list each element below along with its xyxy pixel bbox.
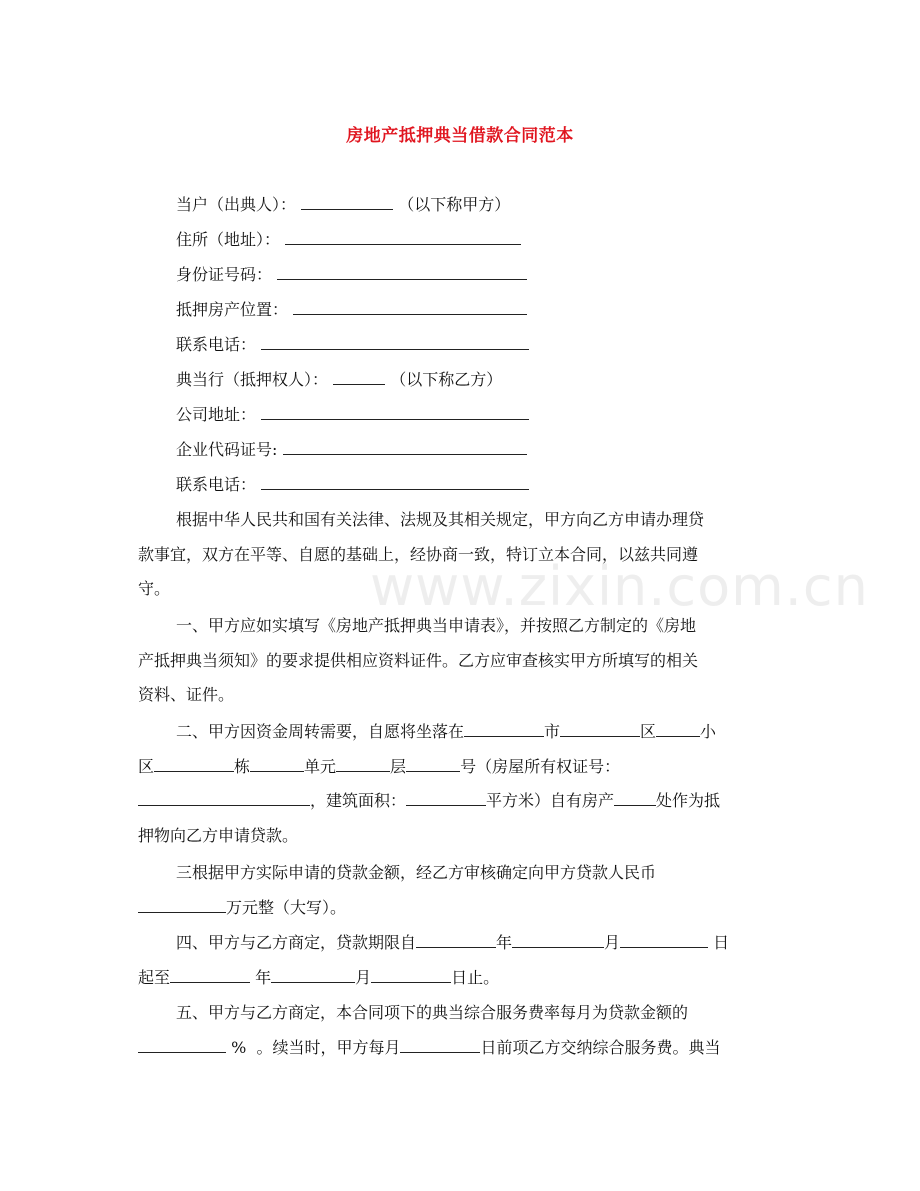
clause-3-line-1: 三根据甲方实际申请的贷款金额，经乙方审核确定向甲方贷款人民币 [176,863,657,882]
preamble-line-3: 守。 [138,579,171,599]
party-a-blank[interactable] [301,194,393,210]
clause-5-line-2 [138,1031,784,1066]
company-address-blank[interactable] [261,404,529,420]
preamble-paragraph [138,503,784,607]
percent-sign: % [231,1037,247,1057]
enterprise-code-blank[interactable] [283,439,527,455]
building-label: 栋 [234,756,251,776]
area-label: ，建筑面积： [310,791,407,811]
document-title: 房地产抵押典当借款合同范本 [346,126,574,146]
district-blank[interactable] [560,719,640,737]
party-b-label: 典当行（抵押权人）： [176,370,329,389]
number-label: 号（房屋所有权证号： [460,756,621,776]
property-location-label: 抵押房产位置： [176,300,289,319]
collateral-label: 处作为抵 [656,791,721,811]
community-label-cont: 区 [138,756,155,776]
city-blank[interactable] [464,719,544,737]
enterprise-code-label: 企业代码证号: [176,440,278,459]
preamble-line-2: 款事宜，双方在平等、自愿的基础上，经协商一致，特订立本合同，以兹共同遵 [138,544,699,564]
clause-1-line-1: 一、甲方应如实填写《房地产抵押典当申请表》，并按照乙方制定的《房地 [176,616,697,635]
clause-5-paragraph [138,996,784,1065]
clause-3-line-2 [138,891,784,926]
renewal-label: 。续当时，甲方每月 [256,1037,401,1057]
start-day-label: 日 [713,933,730,952]
start-year-label: 年 [496,933,513,952]
clause-1-line-3: 资料、证件。 [138,685,235,705]
phone-b-field [176,474,529,495]
id-number-label: 身份证号码： [176,265,273,284]
address-a-blank[interactable] [285,229,521,245]
community-label: 小 [700,722,717,741]
clause-4-paragraph [138,926,784,995]
area-unit-label: 平方米）自有房产 [486,791,615,811]
clause-2-line-3 [138,784,784,819]
clause-5-tail: 日前项乙方交纳综合服务费。典当 [480,1037,721,1057]
party-a-label: 当户（出典人）： [176,195,297,214]
number-blank[interactable] [406,754,460,772]
clause-5-line-1: 五、甲方与乙方商定，本合同项下的典当综合服务费率每月为贷款金额的 [176,1003,689,1022]
floor-blank[interactable] [336,754,390,772]
start-year-blank[interactable] [416,930,496,948]
fee-rate-blank[interactable] [138,1035,226,1053]
company-address-field [176,404,529,425]
clause-4-intro: 四、甲方与乙方商定，贷款期限自 [176,933,417,952]
clause-2-line-1 [138,715,784,750]
phone-a-blank[interactable] [261,334,529,350]
building-blank[interactable] [154,754,234,772]
watermark: www.zixin.com.cn [370,555,869,618]
start-day-blank[interactable] [620,930,708,948]
clause-4-until: 起至 [138,967,171,987]
start-month-label: 月 [604,933,621,952]
start-month-blank[interactable] [512,930,604,948]
phone-a-field [176,334,529,355]
clause-4-line-2 [138,961,784,996]
deed-number-blank[interactable] [138,788,310,806]
area-blank[interactable] [406,788,486,806]
company-address-label: 公司地址： [176,405,257,424]
address-a-label: 住所（地址）： [176,230,281,249]
party-a-suffix: （以下称甲方） [398,195,511,214]
property-location-field [176,299,527,320]
clause-1-paragraph [138,609,784,713]
floor-label: 层 [390,756,407,776]
unit-blank[interactable] [250,754,304,772]
clause-4-line-1 [138,926,784,961]
party-b-field [176,369,502,390]
phone-a-label: 联系电话： [176,335,257,354]
clause-2-intro: 二、甲方因资金周转需要，自愿将坐落在 [176,722,465,741]
end-day-blank[interactable] [371,965,451,983]
loan-amount-label: 万元整（大写）。 [226,897,347,917]
property-blank[interactable] [614,788,656,806]
preamble-line-1: 根据中华人民共和国有关法律、法规及其相关规定，甲方向乙方申请办理贷 [176,510,705,529]
end-month-blank[interactable] [271,965,355,983]
phone-b-label: 联系电话： [176,475,257,494]
address-a-field [176,229,521,250]
party-b-blank[interactable] [333,369,385,385]
community-blank[interactable] [656,719,700,737]
end-year-label: 年 [255,967,272,987]
district-label: 区 [640,722,657,741]
clause-2-line-2 [138,750,784,785]
payment-day-blank[interactable] [400,1035,480,1053]
clause-2-line-4: 押物向乙方申请贷款。 [138,825,299,845]
end-month-label: 月 [355,967,372,987]
clause-2-paragraph [138,715,784,853]
id-number-field [176,264,527,285]
end-day-label: 日止。 [451,967,500,987]
loan-amount-blank[interactable] [138,895,226,913]
party-b-suffix: （以下称乙方） [390,370,503,389]
end-year-blank[interactable] [170,965,250,983]
enterprise-code-field [176,439,527,460]
id-number-blank[interactable] [277,264,527,280]
property-location-blank[interactable] [293,299,527,315]
unit-label: 单元 [304,756,337,776]
clause-1-line-2: 产抵押典当须知》的要求提供相应资料证件。乙方应审查核实甲方所填写的相关 [138,650,699,670]
party-a-field [176,194,510,215]
phone-b-blank[interactable] [261,474,529,490]
city-label: 市 [544,722,561,741]
clause-3-paragraph [138,856,784,925]
